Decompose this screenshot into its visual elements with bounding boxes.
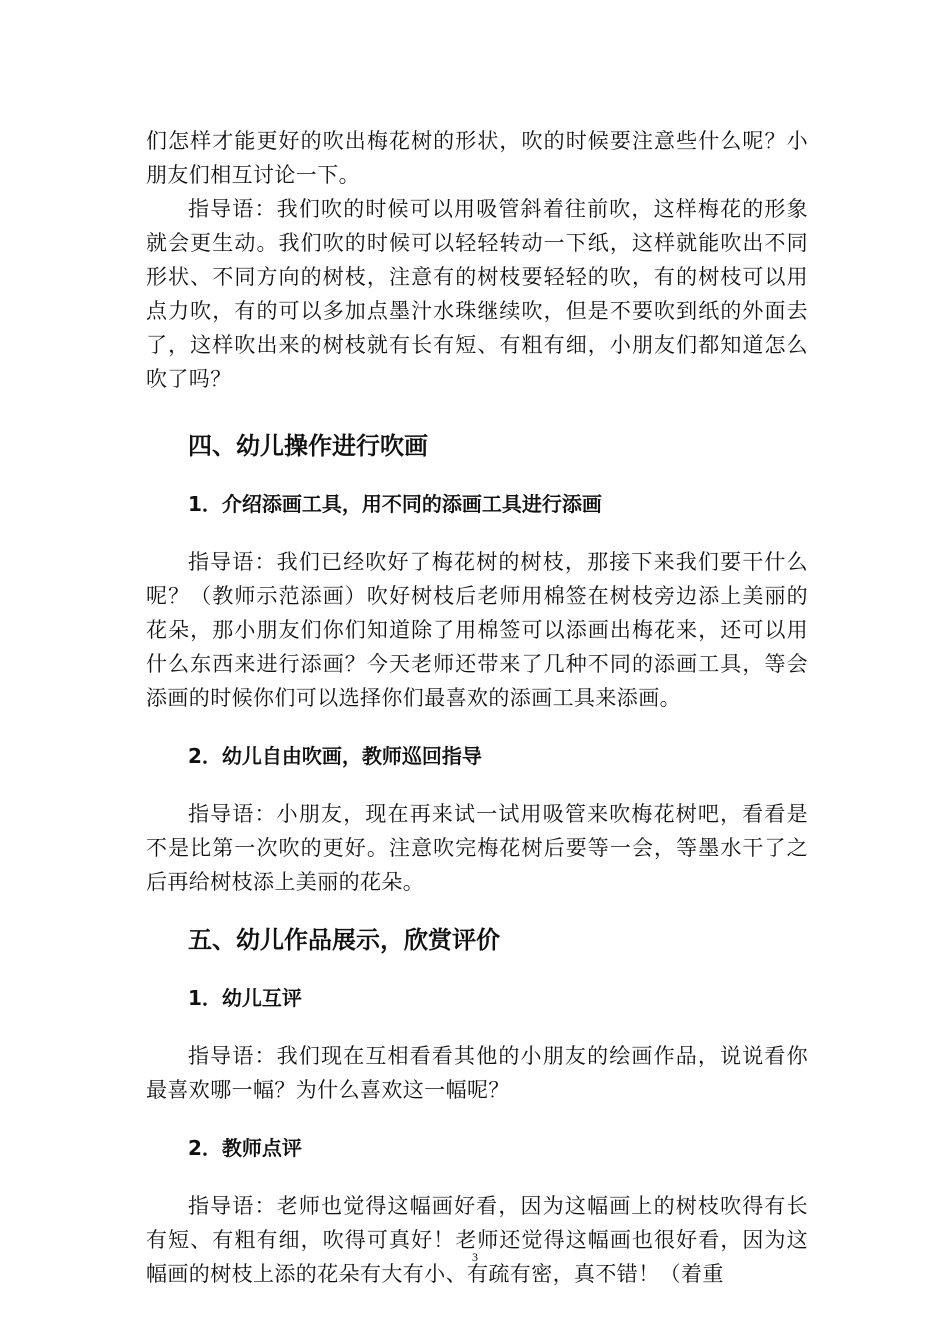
paragraph-guidance-peer-review: 指导语：我们现在互相看看其他的小朋友的绘画作品，说说看你最喜欢哪一幅？为什么喜欢这一幅呢？: [146, 1044, 808, 1102]
page-number: 3: [472, 1250, 478, 1264]
paragraph-guidance-teacher-review: 指导语：老师也觉得这幅画好看，因为这幅画上的树枝吹得有长有短、有粗有细，吹得可真好！老师还觉得这幅画也很好看，因为这幅画的树枝上添的花朵有大有小、有疏有密，真不错！（着重: [146, 1194, 808, 1286]
subheading-4-1: 1．介绍添画工具，用不同的添画工具进行添画: [188, 492, 602, 516]
subheading-5-1: 1．幼儿互评: [188, 986, 302, 1010]
paragraph-intro-continued: 们怎样才能更好的吹出梅花树的形状，吹的时候要注意些什么呢？小朋友们相互讨论一下。: [146, 129, 808, 187]
document-body: [146, 124, 808, 1291]
section-heading-4: 四、幼儿操作进行吹画: [188, 432, 428, 460]
section-heading-5: 五、幼儿作品展示，欣赏评价: [188, 926, 500, 954]
subheading-4-2: 2．幼儿自由吹画，教师巡回指导: [188, 744, 482, 768]
paragraph-guidance-blowing: 指导语：我们吹的时候可以用吸管斜着往前吹，这样梅花的形象就会更生动。我们吹的时候可以轻轻转动一下纸，这样就能吹出不同形状、不同方向的树枝，注意有的树枝要轻轻的吹，有的树枝可以用点力吹，有的可以多加点墨汁水珠继续吹，但是不要吹到纸的外面去了，这样吹出来的树枝就有长有短、有粗有细，小朋友们都知道怎么吹了吗？: [146, 197, 808, 391]
paragraph-guidance-adding-tools: 指导语：我们已经吹好了梅花树的树枝，那接下来我们要干什么呢？（教师示范添画）吹好树枝后老师用棉签在树枝旁边添上美丽的花朵，那小朋友们你们知道除了用棉签可以添画出梅花来，还可以用什么东西来进行添画？今天老师还带来了几种不同的添画工具，等会添画的时候你们可以选择你们最喜欢的添画工具来添画。: [146, 550, 808, 710]
subheading-5-2: 2．教师点评: [188, 1136, 302, 1160]
paragraph-guidance-free-blowing: 指导语：小朋友，现在再来试一试用吸管来吹梅花树吧，看看是不是比第一次吹的更好。注意吹完梅花树后要等一会，等墨水干了之后再给树枝添上美丽的花朵。: [146, 802, 808, 894]
